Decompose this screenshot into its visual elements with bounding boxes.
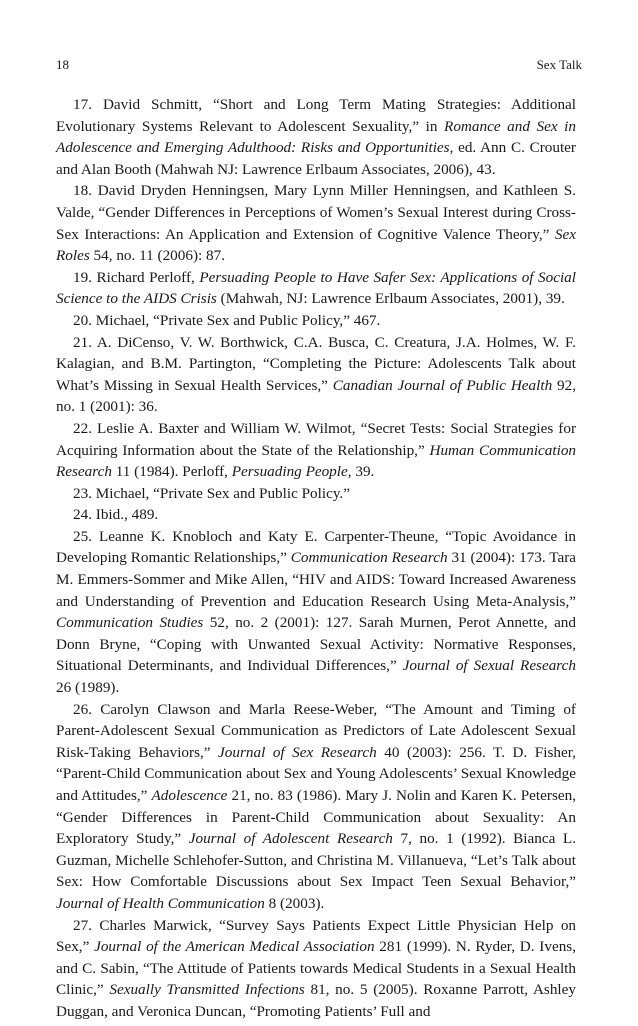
endnote-number: 20. — [73, 311, 92, 329]
citation-text: Carolyn Clawson and Marla Reese-Weber, “The Amount and Timing of Parent-Adolescent Sexual Communication as Predictors of Late Adolescent Sexual Risk-Taking Behaviors,” — [56, 700, 576, 761]
citation-text: 11 (1984). Perloff, — [111, 463, 232, 481]
endnote — [56, 94, 576, 180]
citation-title: Journal of Sexual Research — [402, 657, 576, 675]
citation-title: Adolescence — [151, 787, 228, 804]
citation-text: A. DiCenso, V. W. Borthwick, C.A. Busca, C. Creatura, J.A. Holmes, W. F. Kalagian, and B.M. Partington, “Completing the Picture: Adolescents Talk about What’s Missing in Sexual Health Services,” — [56, 333, 576, 394]
endnote — [56, 267, 576, 310]
endnote — [56, 504, 576, 526]
citation-text: 31 (2004): 173. Tara M. Emmers-Sommer and Mike Allen, “HIV and AIDS: Toward Increased Awareness and Understanding of Prevention and Education Research Using Meta-Analysis,” — [56, 549, 576, 610]
endnote — [56, 180, 576, 266]
citation-text: Leanne K. Knobloch and Katy E. Carpenter-Theune, “Topic Avoidance in Developing Romantic Relationships,” — [56, 527, 577, 567]
citation-title: Romance and Sex in Adolescence and Emerging Adulthood: Risks and Opportunities — [56, 117, 576, 157]
citation-title: Journal of Health Communication — [56, 894, 265, 912]
endnote — [56, 332, 576, 418]
endnote-number: 23. — [73, 484, 92, 502]
citation-text: Charles Marwick, “Survey Says Patients Expect Little Physician Help on Sex,” — [56, 916, 577, 956]
endnote-number: 24. — [73, 506, 92, 524]
citation-title: Communication Studies — [56, 614, 204, 632]
citation-title: Journal of Adolescent Research — [188, 830, 393, 848]
citation-title: Persuading People — [231, 463, 348, 481]
running-head — [56, 56, 582, 74]
endnote — [56, 483, 576, 505]
citation-text: David Dryden Henningsen, Mary Lynn Miller Henningsen, and Kathleen S. Valde, “Gender Differences in Perceptions of Women’s Sexual Interest during Cross-Sex Interactions: An Application and Extension of Cognitive Valence Theory,” — [56, 182, 577, 243]
running-title: Sex Talk — [536, 57, 582, 72]
citation-text: Ibid., 489. — [95, 506, 159, 524]
endnote-number: 26. — [73, 700, 92, 718]
citation-title: Human Communication Research — [56, 441, 577, 481]
endnote-number: 19. — [73, 268, 92, 286]
citation-text: 40 (2003): 256. T. D. Fisher, “Parent-Child Communication about Sex and Young Adolescents’ Sexual Knowledge and Attitudes,” — [56, 743, 576, 804]
citation-title: Canadian Journal of Public Health — [332, 376, 553, 394]
page-number: 18 — [56, 57, 69, 72]
citation-text: 54, no. 11 (2006): 87. — [89, 247, 226, 265]
endnote-number: 17. — [73, 96, 92, 113]
endnote — [56, 915, 576, 1023]
citation-title: Journal of Sex Research — [218, 743, 377, 761]
citation-text: David Schmitt, “Short and Long Term Mating Strategies: Additional Evolutionary Systems Relevant to Adolescent Sexuality,” in — [56, 96, 576, 135]
citation-text: 26 (1989). — [56, 679, 120, 697]
citation-text: 81, no. 5 (2005). Roxanne Parrott, Ashley Duggan, and Veronica Duncan, “Promoting Patients’ Full and — [56, 981, 576, 1020]
citation-text: Michael, “Private Sex and Public Policy,” 467. — [95, 311, 381, 329]
endnotes-list — [56, 94, 576, 1023]
citation-text: 52, no. 2 (2001): 127. Sarah Murnen, Perot Annette, and Donn Bryne, “Coping with Unwanted Sexual Activity: Normative Responses, Situational Determinants, and Individual Differences,” — [56, 614, 576, 675]
citation-text: 7, no. 1 (1992). Bianca L. Guzman, Michelle Schlehofer-Sutton, and Christina M. Villanueva, “Let’s Talk about Sex: How Comfortable Discussions about Sex Impact Teen Sexual Behavior,” — [56, 830, 576, 891]
citation-text: 8 (2003). — [264, 894, 325, 912]
endnote — [56, 699, 576, 915]
citation-title: Journal of the American Medical Association — [94, 938, 375, 956]
citation-title: Sex Roles — [56, 225, 576, 265]
citation-text: Leslie A. Baxter and William W. Wilmot, “Secret Tests: Social Strategies for Acquiring Information about the State of the Relationship,” — [56, 419, 577, 459]
citation-title: Sexually Transmitted Infections — [109, 981, 305, 999]
citation-text: , ed. Ann C. Crouter and Alan Booth (Mahwah NJ: Lawrence Erlbaum Associates, 2006), 43. — [56, 139, 576, 178]
citation-title: Communication Research — [290, 549, 448, 567]
citation-text: (Mahwah, NJ: Lawrence Erlbaum Associates, 2001), 39. — [216, 290, 565, 308]
endnote — [56, 418, 576, 483]
citation-text: 281 (1999). N. Ryder, D. Ivens, and C. Sabin, “The Attitude of Patients towards Medical Students in a Sexual Health Clinic,” — [56, 938, 576, 999]
endnote-number: 21. — [73, 333, 92, 351]
citation-text: 92, no. 1 (2001): 36. — [56, 376, 577, 416]
citation-text: , 39. — [347, 463, 375, 481]
endnote-number: 27. — [73, 916, 92, 934]
endnote — [56, 310, 576, 332]
endnote-number: 25. — [73, 527, 92, 545]
endnote — [56, 526, 576, 699]
endnote-number: 18. — [73, 182, 92, 200]
endnote-number: 22. — [73, 419, 92, 437]
citation-text: Richard Perloff, — [96, 268, 200, 286]
citation-title: Persuading People to Have Safer Sex: Applications of Social Science to the AIDS Crisis — [56, 268, 576, 308]
citation-text: 21, no. 83 (1986). Mary J. Nolin and Karen K. Petersen, “Gender Differences in Parent-Child Communication about Sexuality: An Exploratory Study,” — [56, 787, 576, 848]
citation-text: Michael, “Private Sex and Public Policy.” — [95, 484, 350, 502]
